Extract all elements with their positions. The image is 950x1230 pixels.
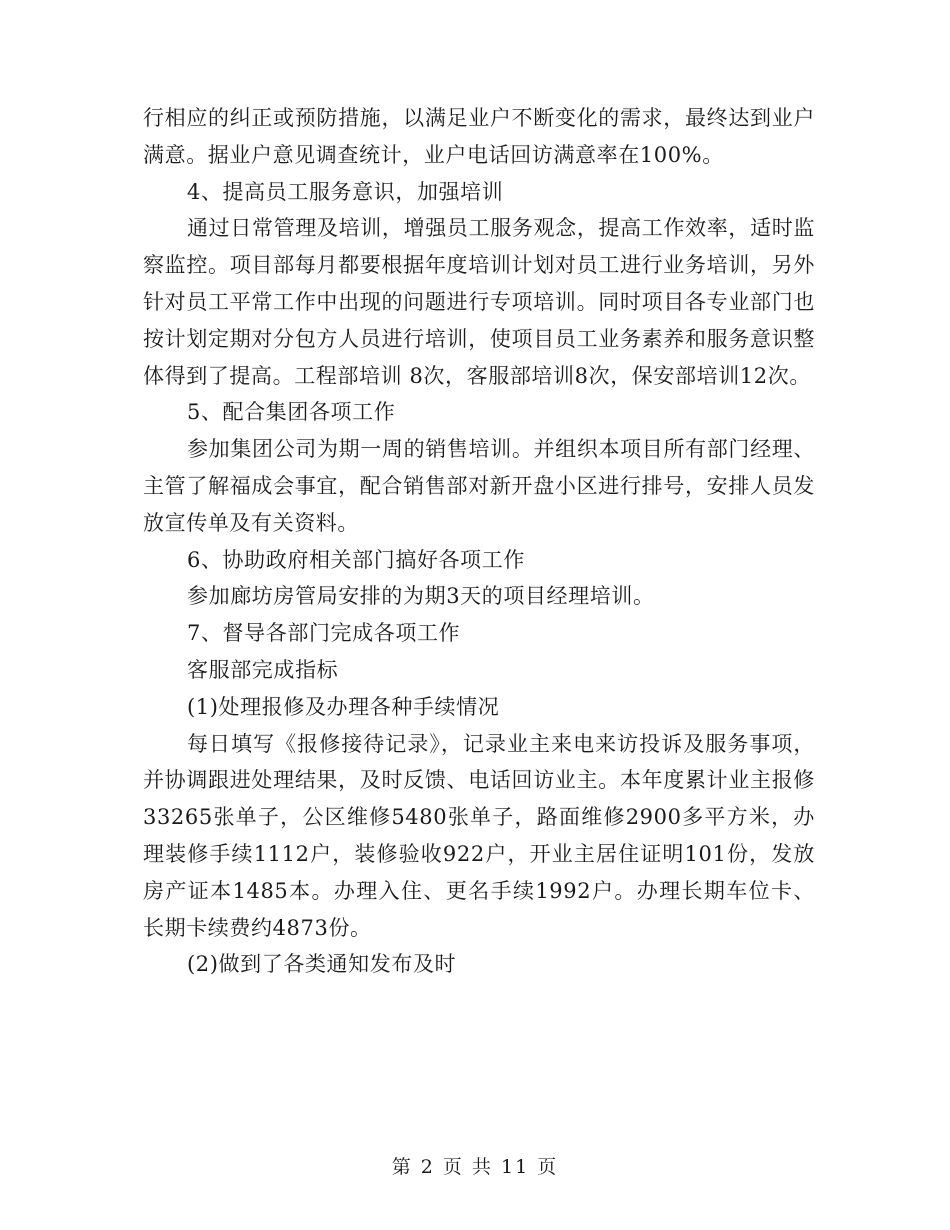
- section-heading-7: 7、督导各部门完成各项工作: [187, 621, 461, 646]
- paragraph-repair-stats: 每日填写《报修接待记录》，记录业主来电来访投诉及服务事项，并协调跟进处理结果，及时反馈、电话回访业主。本年度累计业主报修33265张单子，公区维修5480张单子，路面维修2900多平方米，办理装修手续1112户，装修验收922户，开业主居住证明101份，发放房产证本1485本。办理入住、更名手续1992户。办理长期车位卡、长期卡续费约4873份。: [143, 731, 815, 940]
- subsection-heading-customer-service: 客服部完成指标: [187, 657, 339, 682]
- paragraph-training: 通过日常管理及培训，增强员工服务观念，提高工作效率，适时监察监控。项目部每月都要根据年度培训计划对员工进行业务培训，另外针对员工平常工作中出现的问题进行专项培训。同时项目各专业部门也按计划定期对分包方人员进行培训，使项目员工业务素养和服务意识整体得到了提高。工程部培训 8次，客服部培训8次，保安部培训12次。: [143, 216, 815, 388]
- document-body: [143, 100, 815, 983]
- item-heading-1: (1)处理报修及办理各种手续情况: [187, 694, 500, 719]
- paragraph-group-work: 参加集团公司为期一周的销售培训。并组织本项目所有部门经理、主管了解福成会事宜，配合销售部对新开盘小区进行排号，安排人员发放宣传单及有关资料。: [143, 437, 815, 535]
- section-heading-5: 5、配合集团各项工作: [187, 400, 396, 425]
- page-number-footer: 第 2 页 共 11 页: [391, 1156, 559, 1178]
- section-heading-4: 4、提高员工服务意识，加强培训: [187, 179, 504, 204]
- section-heading-6: 6、协助政府相关部门搞好各项工作: [187, 547, 525, 572]
- paragraph-government: 参加廊坊房管局安排的为期3天的项目经理培训。: [187, 584, 655, 609]
- paragraph-1: 行相应的纠正或预防措施，以满足业户不断变化的需求，最终达到业户满意。据业户意见调查统计，业户电话回访满意率在100%。: [143, 106, 815, 167]
- item-heading-2: (2)做到了各类通知发布及时: [187, 952, 457, 977]
